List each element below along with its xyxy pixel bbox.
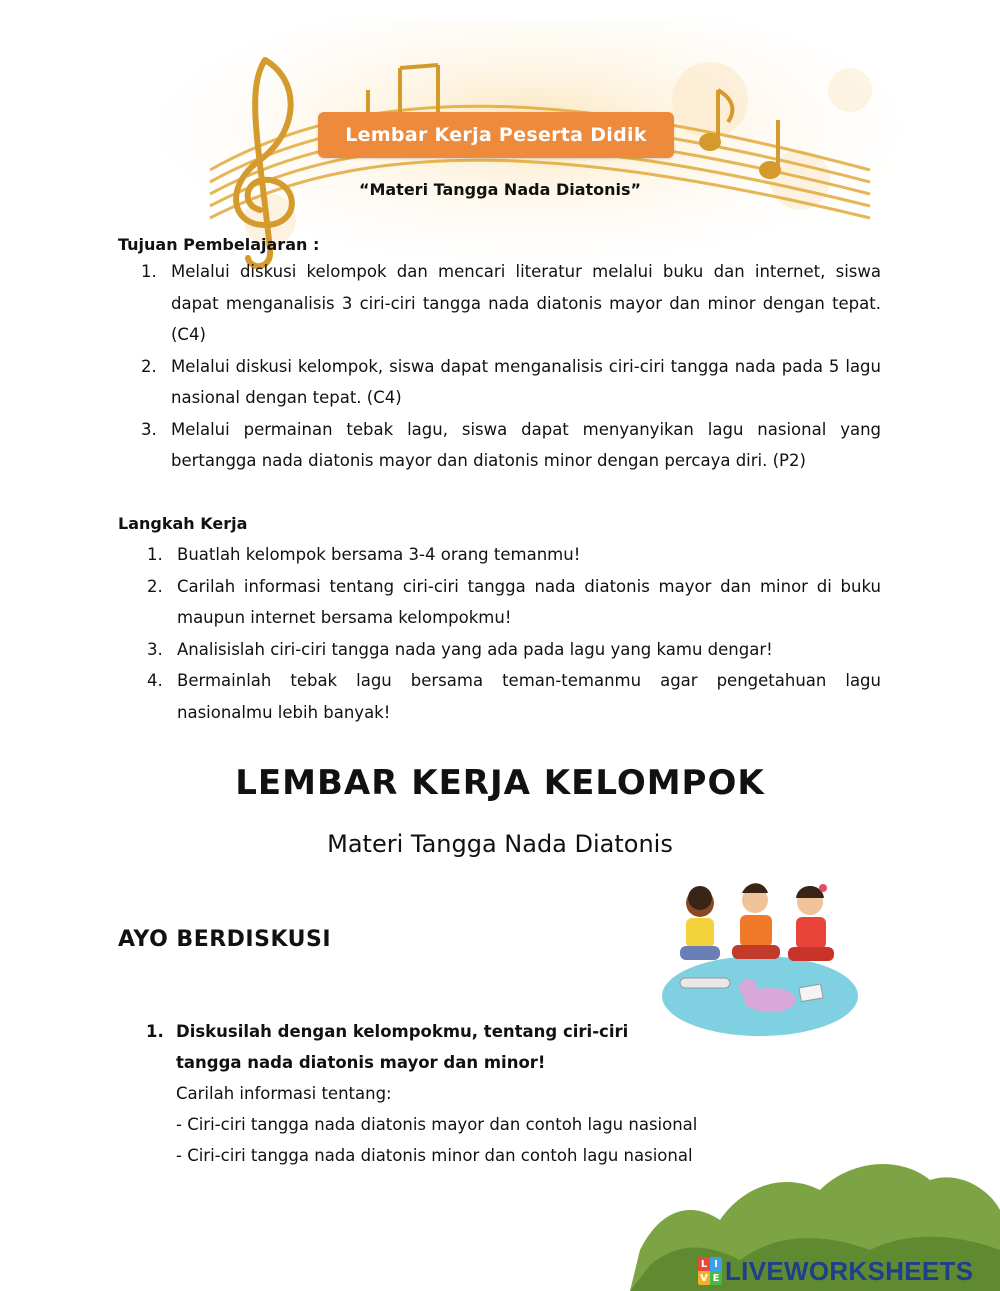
learning-objectives-list [141, 256, 881, 477]
liveworksheets-logo [698, 1254, 998, 1288]
list-item: 3. Analisislah ciri-ciri tangga nada yang ada pada lagu yang kamu dengar! [147, 639, 773, 659]
live-badge-icon: L I V E [698, 1257, 722, 1285]
learning-objectives-heading: Tujuan Pembelajaran : [118, 235, 320, 254]
list-item: 2. Melalui diskusi kelompok, siswa dapat menganalisis ciri-ciri tangga nada pada 5 lagu nasional dengan tepat. (C4) [141, 356, 881, 407]
list-item: 2. Carilah informasi tentang ciri-ciri tangga nada diatonis mayor dan minor di buku maupun internet bersama kelompokmu! [147, 576, 881, 627]
group-worksheet-subtitle: Materi Tangga Nada Diatonis [327, 830, 673, 858]
discussion-item: 1. Diskusilah dengan kelompokmu, tentang ciri-ciri tangga nada diatonis mayor dan minor! Carilah informasi tentang: - Ciri-ciri tangga nada diatonis mayor dan contoh lagu nasional - Ciri-ciri tangga nada diatonis minor dan contoh lagu nasional [176, 1016, 697, 1171]
work-steps-list [147, 539, 881, 728]
list-item: 3. Melalui permainan tebak lagu, siswa dapat menyanyikan lagu nasional yang bertangga nada diatonis mayor dan diatonis minor dengan percaya diri. (P2) [141, 419, 881, 470]
group-worksheet-title: LEMBAR KERJA KELOMPOK [235, 763, 765, 803]
list-item: 1. Buatlah kelompok bersama 3-4 orang temanmu! [147, 545, 581, 564]
discussion-instruction-line: Diskusilah dengan kelompokmu, tentang ciri-ciri [176, 1022, 629, 1041]
list-item: 4. Bermainlah tebak lagu bersama teman-temanmu agar pengetahuan lagu nasionalmu lebih banyak! [147, 671, 881, 722]
discussion-bullet: - Ciri-ciri tangga nada diatonis minor dan contoh lagu nasional [176, 1146, 693, 1165]
discussion-bullet: - Ciri-ciri tangga nada diatonis mayor dan contoh lagu nasional [176, 1115, 698, 1134]
discussion-section-heading: AYO BERDISKUSI [118, 927, 332, 952]
kids-discussing-illustration [660, 878, 860, 1038]
discussion-instruction-line: tangga nada diatonis mayor dan minor! [176, 1053, 546, 1072]
list-item: 1. Melalui diskusi kelompok dan mencari literatur melalui buku dan internet, siswa dapat menganalisis 3 ciri-ciri tangga nada diatonis mayor dan minor dengan tepat. (C4) [141, 262, 881, 344]
brand-name: LIVEWORKSHEETS [725, 1255, 974, 1286]
work-steps-heading: Langkah Kerja [118, 514, 248, 533]
material-subtitle: “Materi Tangga Nada Diatonis” [358, 180, 642, 199]
worksheet-title-badge: Lembar Kerja Peserta Didik [318, 112, 674, 158]
discussion-prompt: Carilah informasi tentang: [176, 1084, 392, 1103]
